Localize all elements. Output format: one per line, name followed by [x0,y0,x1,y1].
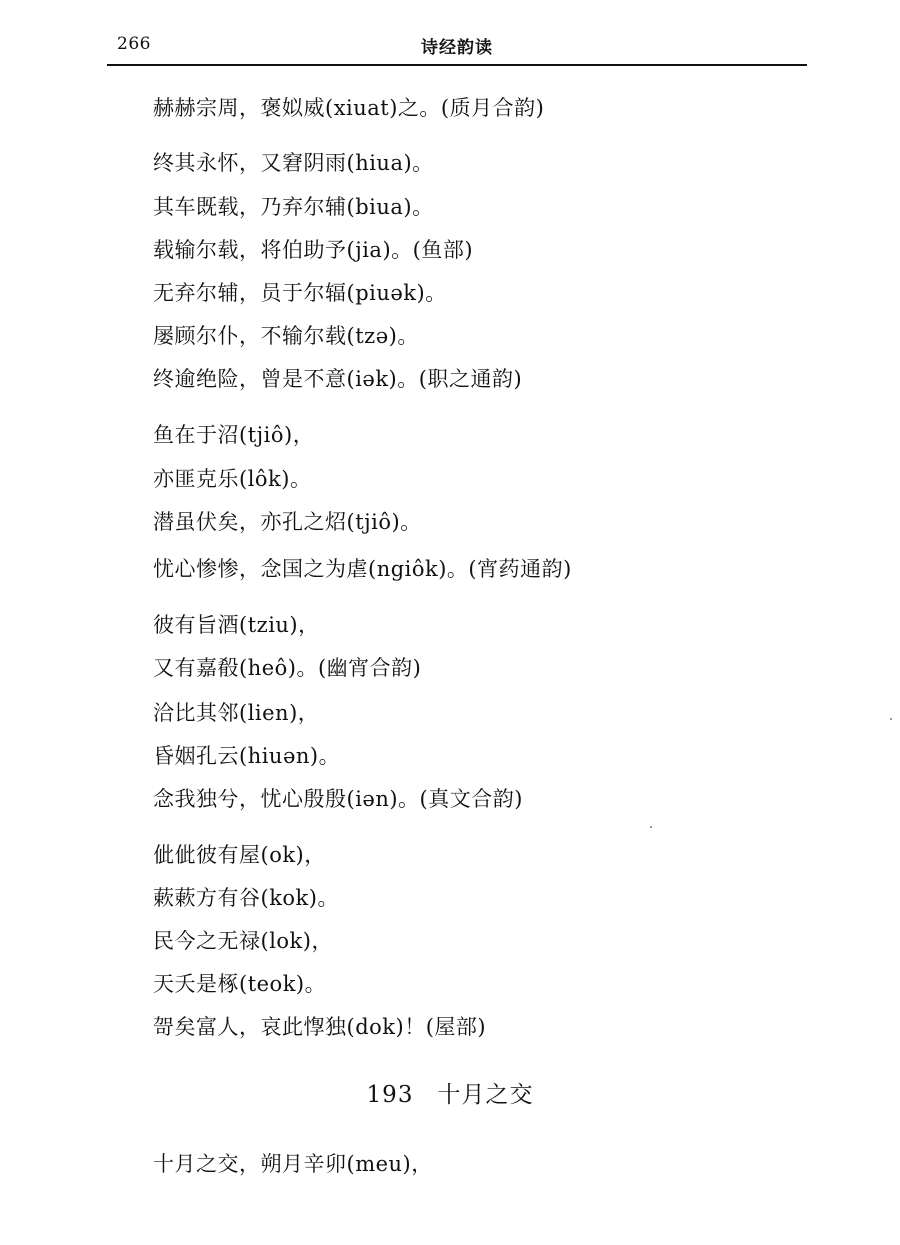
poem-line: 忧心惨惨，念国之为虐(ngiôk)。(宵药通韵) [153,557,572,581]
poem-line: 潜虽伏矣，亦孔之炤(tjiô)。 [153,510,422,534]
poem-line: 终逾绝险，曾是不意(iək)。(职之通韵) [153,367,523,391]
poem-line: 佌佌彼有屋(ok)， [153,843,326,867]
poem-line: 天夭是椓(teok)。 [153,972,327,996]
poem-line: 民今之无禄(lok)， [153,929,333,953]
poem-line: 亦匪克乐(lôk)。 [153,467,312,491]
scan-speck [650,826,652,828]
poem-line: 十月之交，朔月辛卯(meu)， [153,1152,433,1176]
poem-line: 其车既载，乃弃尔辅(biua)。 [153,195,434,219]
section-number: 193 [366,1082,414,1108]
poem-line: 洽比其邻(lien)， [153,701,320,725]
poem-line: 昏姻孔云(hiuən)。 [153,744,341,768]
page-header [107,28,807,64]
scan-speck [890,718,892,720]
page-number: 266 [117,34,151,54]
section-heading [0,1076,900,1109]
section-title: 十月之交 [437,1082,534,1108]
poem-line: 鱼在于沼(tjiô)， [153,423,315,447]
poem-line: 蔌蔌方有谷(kok)。 [153,886,339,910]
poem-line: 哿矣富人，哀此惸独(dok)！(屋部) [153,1015,487,1039]
poem-line: 载输尔载，将伯助予(jia)。(鱼部) [153,238,474,262]
poem-line: 彼有旨酒(tziu)， [153,613,320,637]
poem-line: 无弃尔辅，员于尔辐(piuək)。 [153,281,447,305]
poem-line: 终其永怀，又窘阴雨(hiua)。 [153,151,434,175]
header-rule [107,64,807,66]
poem-line: 赫赫宗周，褒姒威(xiuat)之。(质月合韵) [153,96,545,120]
poem-line: 屡顾尔仆，不输尔载(tzə)。 [153,324,419,348]
poem-line: 念我独兮，忧心殷殷(iən)。(真文合韵) [153,787,523,811]
poem-line: 又有嘉殽(heô)。(幽宵合韵) [153,656,422,680]
running-title: 诗经韵读 [421,38,493,58]
